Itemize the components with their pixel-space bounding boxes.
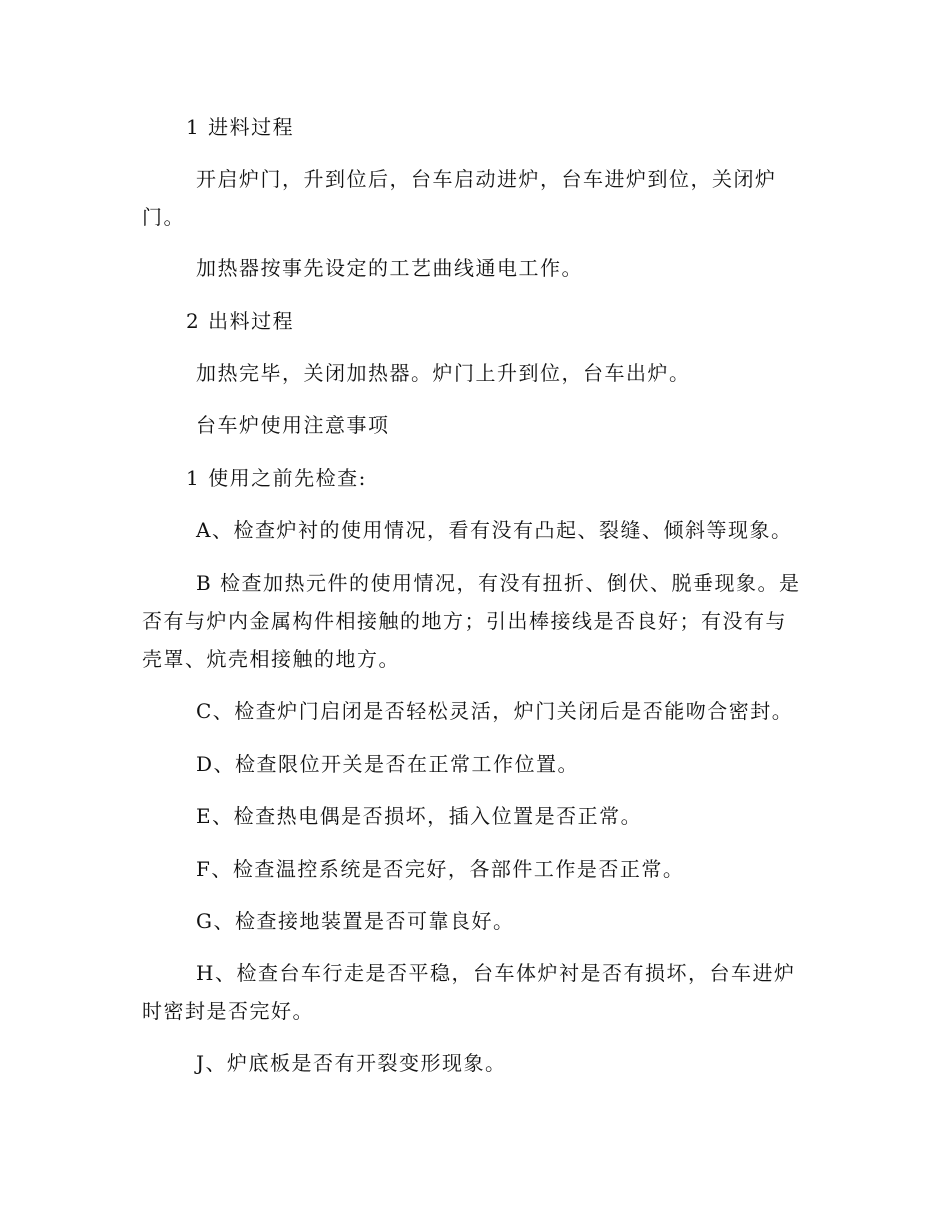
check-item-j: J、炉底板是否有开裂变形现象。 (196, 1051, 507, 1075)
check-item-e: E、检查热电偶是否损坏，插入位置是否正常。 (196, 804, 643, 828)
heading-pre-use-check: 1 使用之前先检查: (186, 466, 367, 490)
check-item-a: A、检查炉衬的使用情况，看有没有凸起、裂缝、倾斜等现象。 (196, 518, 793, 542)
check-item-b: B 检查加热元件的使用情况，有没有扭折、倒伏、脱垂现象。是否有与炉内金属构件相接触的地方；引出棒接线是否良好；有没有与壳罩、炕壳相接触的地方。 (142, 571, 801, 671)
check-item-d: D、检查限位开关是否在正常工作位置。 (196, 752, 580, 776)
heading-precautions: 台车炉使用注意事项 (196, 413, 390, 437)
check-item-c: C、检查炉门启闭是否轻松灵活，炉门关闭后是否能吻合密封。 (196, 699, 794, 723)
paragraph-feeding-steps: 开启炉门，升到位后，台车启动进炉，台车进炉到位，关闭炉门。 (142, 167, 777, 229)
check-item-f: F、检查温控系统是否完好，各部件工作是否正常。 (196, 857, 685, 881)
check-item-g: G、检查接地装置是否可靠良好。 (196, 909, 515, 933)
check-item-h: H、检查台车行走是否平稳，台车体炉衬是否有损坏，台车进炉时密封是否完好。 (142, 961, 796, 1023)
heading-feeding-process: 1 进料过程 (186, 115, 295, 139)
paragraph-heater-operation: 加热器按事先设定的工艺曲线通电工作。 (196, 256, 583, 280)
paragraph-discharge-steps: 加热完毕，关闭加热器。炉门上升到位，台车出炉。 (196, 361, 691, 385)
heading-discharge-process: 2 出料过程 (186, 309, 295, 333)
